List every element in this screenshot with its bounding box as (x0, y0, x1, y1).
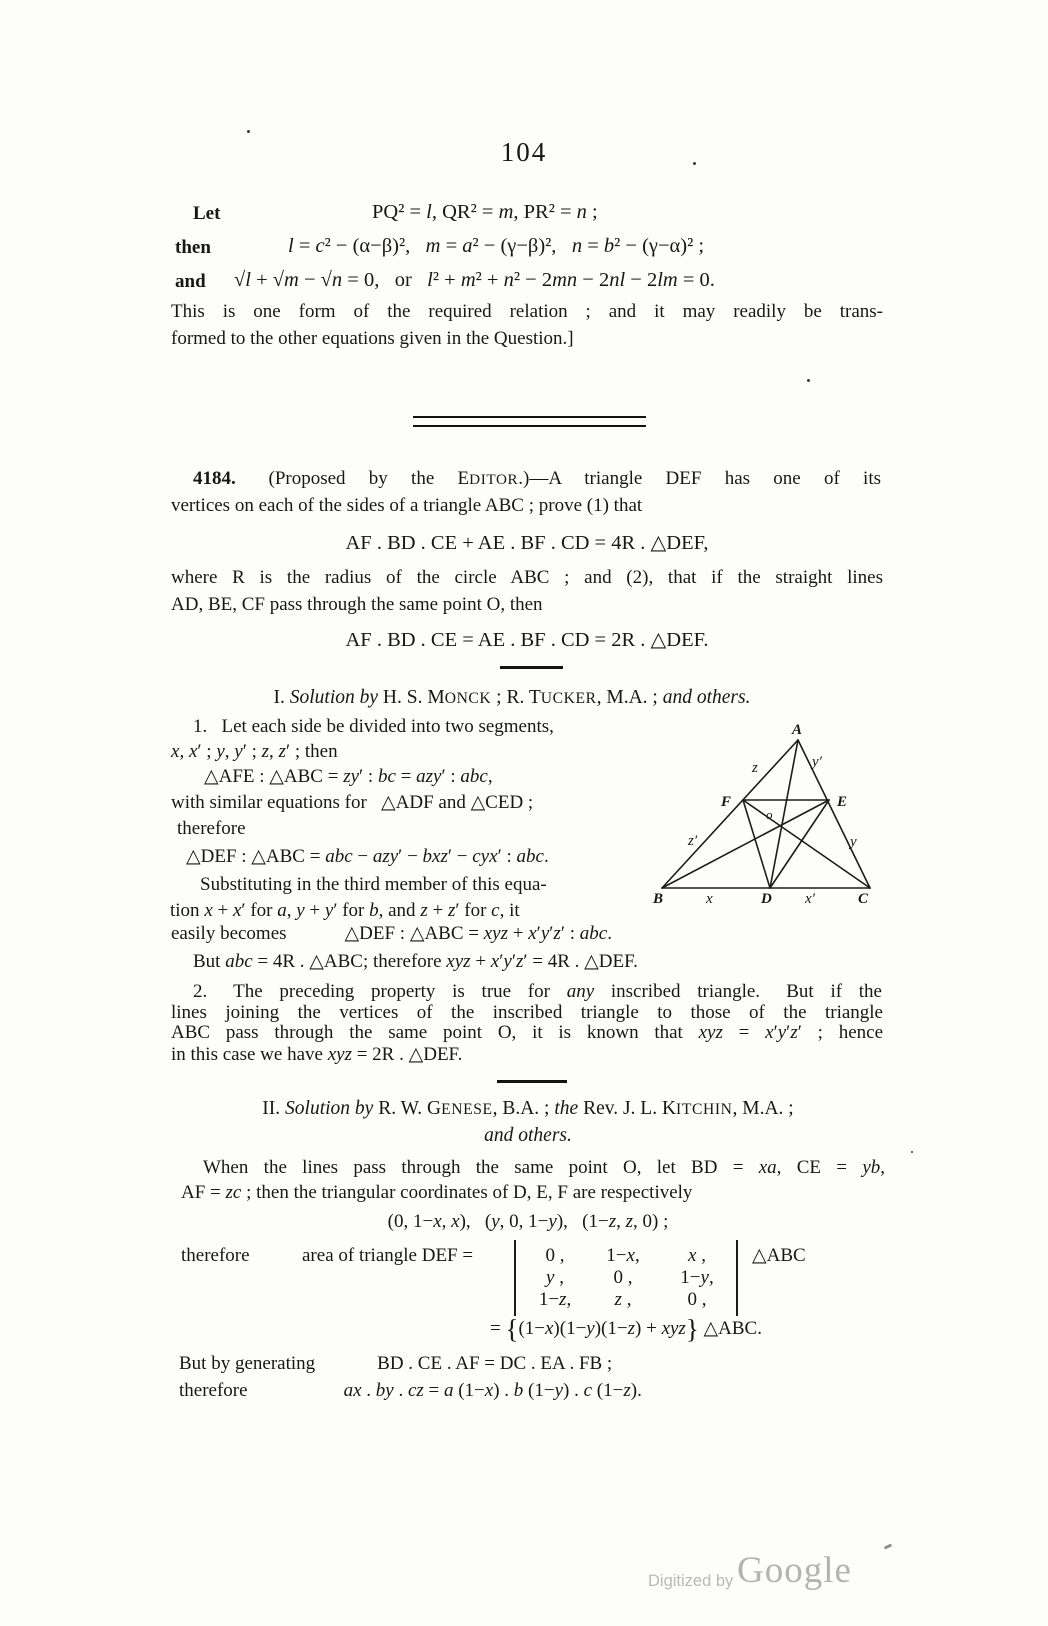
point-label-O: o (766, 807, 773, 822)
side-AB (662, 740, 798, 888)
section-double-rule (413, 416, 646, 427)
solution1-line9-eq: △DEF : △ABC = xyz + x′y′z′ : abc. (344, 923, 612, 944)
watermark-digitized-by: Digitized by (648, 1572, 734, 1590)
solution1-line9-text: easily becomes (171, 923, 287, 944)
solution2-line2: AF = zc ; then the triangular coordinates of D, E, F are respectively (181, 1182, 693, 1203)
intro-eq-2: l = c² − (α−β)², m = a² − (γ−β)², n = b² − (γ−α)² ; (288, 235, 705, 257)
intro-eq-3: √l + √m − √n = 0, or l² + m² + n² − 2mn − 2nl − 2lm = 0. (234, 269, 715, 291)
determinant-row-3 (524, 1288, 734, 1312)
solution1-line6: △DEF : △ABC = abc − azy′ − bxz′ − cyx′ : abc. (186, 846, 549, 867)
det-cell: x , (688, 1245, 706, 1266)
edge-label-y: y (850, 834, 857, 850)
scan-speck (807, 379, 810, 382)
problem-display-eq-2: AF . BD . CE = AE . BF . CD = 2R . △DEF. (345, 629, 709, 651)
solution2-header-line2: and others. (484, 1125, 572, 1146)
intro-paragraph-line1: This is one form of the required relation ; and it may readily be trans- (171, 301, 883, 322)
determinant-bar-right (736, 1240, 738, 1316)
solution2-line3 (179, 1352, 612, 1376)
vertex-label-F: F (721, 794, 732, 810)
determinant-factor: △ABC (752, 1245, 806, 1266)
solution1-line11: 2. The preceding property is true for any inscribed triangle. But if the (193, 981, 882, 1002)
page-number: 104 (500, 137, 548, 167)
problem-line1: 4184. (Proposed by the EDITOR.)—A triangle DEF has one of its (193, 468, 881, 489)
edge-label-z-prime: z′ (688, 833, 698, 849)
problem-line3: where R is the radius of the circle ABC ; and (2), that if the straight lines (171, 567, 883, 588)
vertex-label-D: D (761, 891, 772, 907)
solution1-line2: x, x′ ; y, y′ ; z, z′ ; then (171, 741, 338, 762)
edge-label-x: x (706, 891, 713, 907)
scan-speck (247, 130, 250, 133)
solution1-line1: 1. Let each side be divided into two segments, (193, 716, 554, 737)
intro-label-and: and (175, 271, 206, 292)
problem-line2: vertices on each of the sides of a triangle ABC ; prove (1) that (171, 495, 643, 516)
solution2-line4-eq: ax . by . cz = a (1−x) . b (1−y) . c (1−z). (343, 1380, 642, 1401)
det-cell: 0 , (545, 1245, 565, 1266)
intro-label-let: Let (193, 203, 221, 224)
solution1-line13: ABC pass through the same point O, it is known that xyz = x′y′z′ ; hence (171, 1022, 884, 1043)
scan-speck (884, 1543, 893, 1549)
vertex-label-E: E (837, 794, 848, 810)
solution1-header: I. Solution by H. S. MONCK ; R. TUCKER, M.A. ; and others. (273, 687, 751, 708)
triangle-figure (640, 694, 890, 909)
intro-eq-1: PQ² = l, QR² = m, PR² = n ; (372, 201, 598, 223)
edge-label-x-prime: x′ (805, 891, 815, 907)
solution1-line3: △AFE : △ABC = zy′ : bc = azy′ : abc, (204, 766, 493, 787)
solution2-line3-eq: BD . CE . AF = DC . EA . FB ; (377, 1353, 613, 1374)
det-cell: 1−y, (680, 1267, 714, 1288)
edge-label-y-prime: y′ (812, 754, 822, 770)
det-cell: y , (546, 1267, 564, 1288)
problem-line4: AD, BE, CF pass through the same point O, then (171, 594, 543, 615)
solution2-line4-text: therefore (179, 1380, 248, 1401)
intro-label-then: then (175, 237, 211, 258)
solution1-rule (500, 666, 563, 669)
determinant-label-area: area of triangle DEF = (302, 1245, 474, 1266)
det-cell: 0 , (613, 1267, 633, 1288)
solution1-line14: in this case we have xyz = 2R . △DEF. (171, 1044, 463, 1065)
solution1-line9 (171, 922, 612, 946)
solution1-line4: with similar equations for △ADF and △CED ; (171, 792, 534, 813)
solution1-line5: therefore (177, 818, 246, 839)
det-cell: z , (614, 1289, 632, 1310)
solution2-result: = {(1−x)(1−y)(1−z) + xyz} △ABC. (490, 1314, 762, 1344)
solution1-line10: But abc = 4R . △ABC; therefore xyz + x′y′z′ = 4R . △DEF. (193, 951, 638, 972)
problem-display-eq-1: AF . BD . CE + AE . BF . CD = 4R . △DEF, (345, 532, 709, 554)
vertex-label-B: B (653, 891, 664, 907)
det-cell: 1−z, (538, 1289, 572, 1310)
det-cell: 1−x, (606, 1245, 640, 1266)
solution1-line8: tion x + x′ for a, y + y′ for b, and z + z′ for c, it (170, 900, 520, 921)
solution2-line1: When the lines pass through the same point O, let BD = xa, CE = yb, (203, 1157, 885, 1178)
vertex-label-A: A (792, 722, 803, 738)
determinant-bar-left (514, 1240, 516, 1316)
vertex-label-C: C (858, 891, 869, 907)
determinant-row-2 (524, 1266, 734, 1290)
solution2-rule (497, 1080, 567, 1083)
google-logo: Google (737, 1550, 852, 1591)
solution1-line12: lines joining the vertices of the inscribed triangle to those of the triangle (171, 1002, 883, 1023)
determinant-row-1 (524, 1244, 734, 1268)
solution2-line3-text: But by generating (179, 1353, 316, 1374)
scan-speck (911, 1151, 913, 1153)
solution2-header-line1: II. Solution by R. W. GENESE, B.A. ; the Rev. J. L. KITCHIN, M.A. ; (262, 1098, 794, 1119)
solution1-line7: Substituting in the third member of this equa- (200, 874, 547, 895)
side-AC (798, 740, 870, 888)
intro-paragraph-line2: formed to the other equations given in the Question.] (171, 328, 574, 349)
det-cell: 0 , (687, 1289, 707, 1310)
solution2-line4 (179, 1379, 642, 1403)
solution2-coordinates: (0, 1−x, x), (y, 0, 1−y), (1−z, z, 0) ; (387, 1211, 669, 1232)
edge-label-z: z (752, 760, 758, 776)
determinant-label-therefore: therefore (181, 1245, 250, 1266)
